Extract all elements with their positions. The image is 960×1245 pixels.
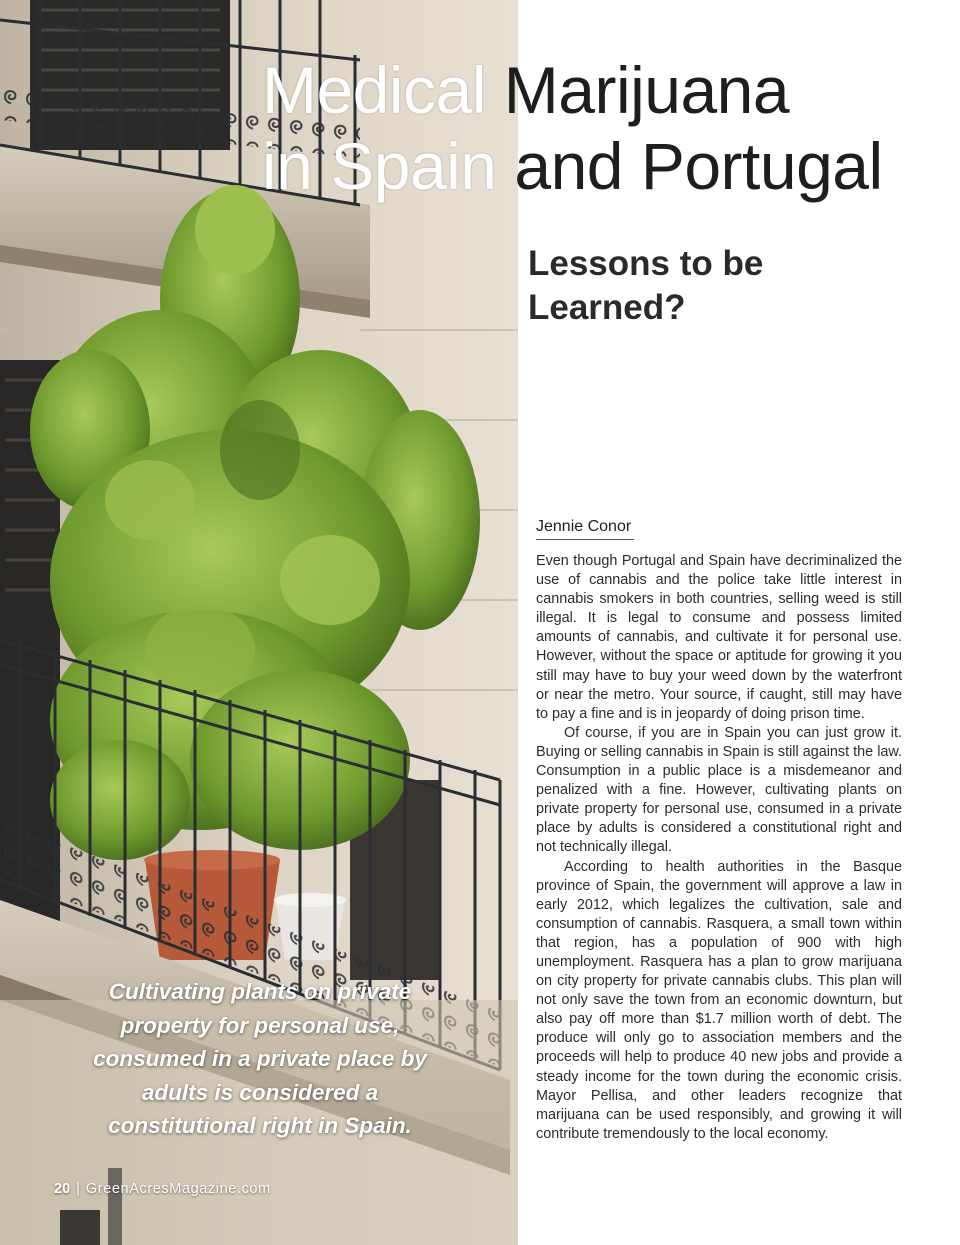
article-body xyxy=(536,552,902,1144)
title-line-2 xyxy=(262,128,883,204)
page-number: 20 xyxy=(54,1181,71,1197)
magazine-website: GreenAcresMagazine.com xyxy=(85,1181,271,1197)
body-paragraph-3: According to health authorities in the Basque province of Spain, the government will approve a law in early 2012, which legalizes the cultivation, sale and consumption of cannabis. Rasquera, a small town within that region, has a population of 900 with high unemployment. Rasquera has a plan to grow marijuana on city property for private cannabis clubs. This plan will not only save the town from an economic downturn, but also pay off more than $1.7 million worth of debt. The produce will only go to association members and the proceeds will help to produce 40 new jobs and provide a steady income for the town during the economic crisis. Mayor Pellisa, and other leaders recognize that marijuana can be used responsibly, and growing it will contribute tremendously to the local economy. xyxy=(536,858,902,1142)
title-word-marijuana: Marijuana xyxy=(503,53,790,127)
title-words-and-portugal: and Portugal xyxy=(514,129,883,203)
title-words-in-spain: in Spain xyxy=(262,129,497,203)
body-paragraph-2: Of course, if you are in Spain you can just grow it. Buying or selling cannabis in Spain is still against the law. Consumption in a public place is a misdemeanor and penalized with a fine. However, cultivating plants on private property for personal use, consumed in a private place by adults is considered a constitutional right and not technically illegal. xyxy=(536,724,902,856)
footer-separator: | xyxy=(76,1181,80,1197)
byline-underline xyxy=(536,539,634,540)
article-subtitle: Lessons to be Learned? xyxy=(528,244,764,327)
title-word-medical: Medical xyxy=(262,53,486,127)
pull-quote: Cultivating plants on private property for personal use, consumed in a private place by adults is considered a constitutional right in Spain. xyxy=(93,979,427,1138)
title-line-1 xyxy=(262,52,883,128)
page-footer xyxy=(54,1181,271,1197)
article-title xyxy=(262,52,883,204)
author-byline: Jennie Conor xyxy=(536,518,632,535)
body-paragraph-1: Even though Portugal and Spain have decriminalized the use of cannabis and the police take little interest in cannabis smokers in both countries, selling weed is still illegal. It is legal to consume and possess limited amounts of cannabis, and cultivate it for personal use. However, without the space or aptitude for growing it you still may have to buy your weed down by the waterfront or near the metro. Your source, if caught, still may have to pay a fine and is in jeopardy of doing prison time. xyxy=(536,553,902,722)
